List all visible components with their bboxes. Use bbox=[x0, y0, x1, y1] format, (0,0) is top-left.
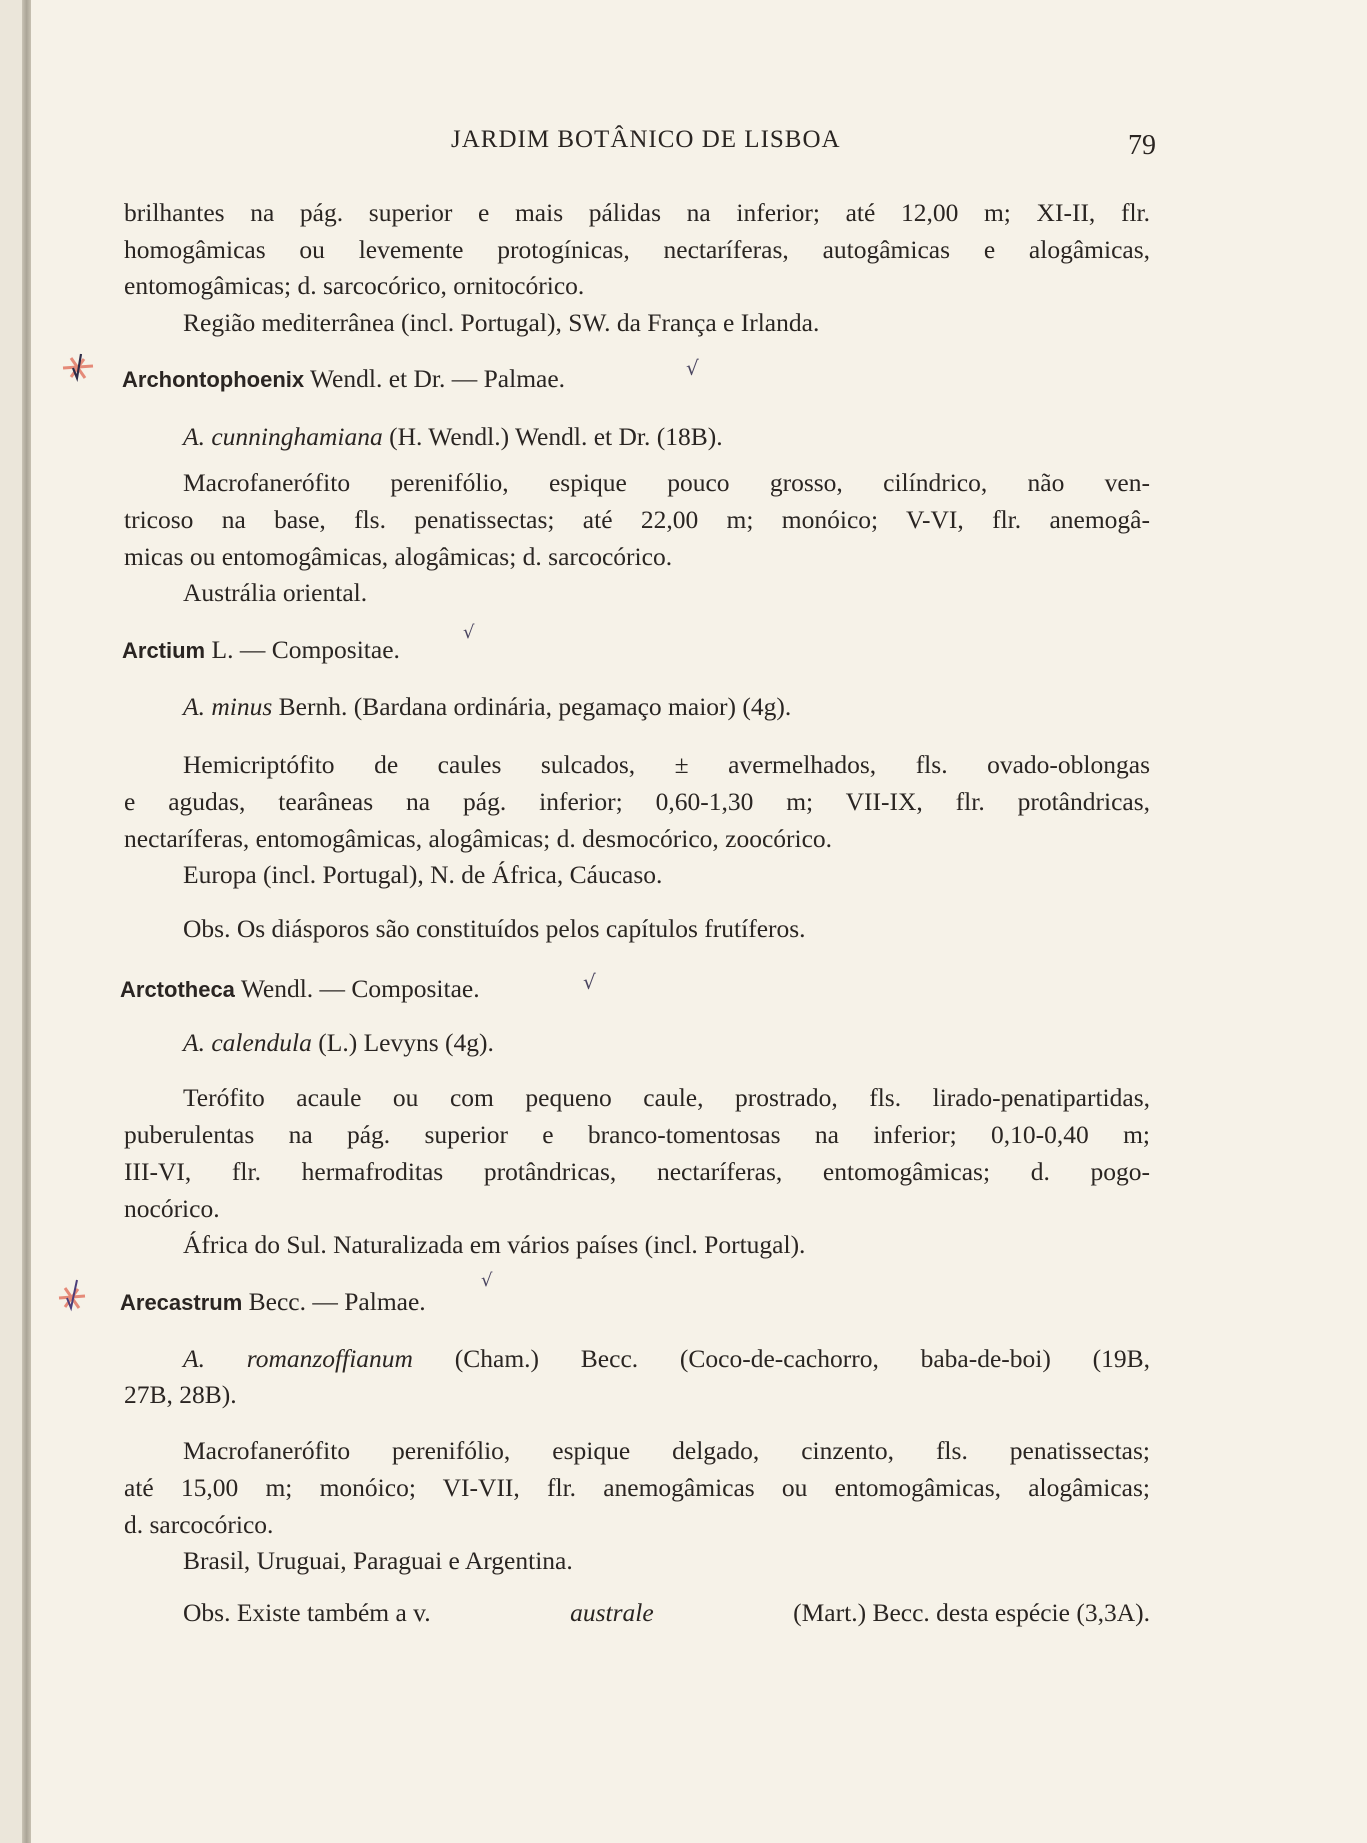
body-line: brilhantes na pág. superior e mais pálidas na inferior; até 12,00 m; XI-II, flr. bbox=[124, 198, 1150, 227]
observation-text: Obs. Os diásporos são constituídos pelos capítulos frutíferos. bbox=[183, 914, 806, 943]
body-line: Macrofanerófito perenifólio, espique delgado, cinzento, fls. penatissectas; bbox=[183, 1436, 1150, 1465]
distribution-text: Região mediterrânea (incl. Portugal), SW. da França e Irlanda. bbox=[183, 308, 820, 337]
body-line: Hemicriptófito de caules sulcados, ± avermelhados, fls. ovado-oblongas bbox=[183, 750, 1150, 779]
genus-heading-archontophoenix bbox=[122, 366, 565, 392]
body-line: d. sarcocórico. bbox=[124, 1510, 274, 1539]
genus-authority: Wendl. et Dr. — Palmae. bbox=[310, 364, 566, 393]
genus-name: Arctotheca bbox=[120, 977, 235, 1002]
distribution-text: Austrália oriental. bbox=[183, 578, 368, 607]
page-number: 79 bbox=[1128, 130, 1156, 161]
distribution-text: Europa (incl. Portugal), N. de África, Cáucaso. bbox=[183, 860, 663, 889]
distribution-text: África do Sul. Naturalizada em vários países (incl. Portugal). bbox=[183, 1230, 806, 1259]
body-line: homogâmicas ou levemente protogínicas, nectaríferas, autogâmicas e alogâmicas, bbox=[124, 235, 1150, 264]
book-page bbox=[31, 0, 1367, 1843]
body-line: tricoso na base, fls. penatissectas; até 22,00 m; monóico; V-VI, flr. anemogâ- bbox=[124, 505, 1150, 534]
species-line bbox=[183, 694, 791, 720]
species-abbrev: A. bbox=[183, 692, 205, 721]
observation-text bbox=[183, 1600, 1150, 1626]
species-line bbox=[183, 1346, 1150, 1372]
body-line: e agudas, tearâneas na pág. inferior; 0,60-1,30 m; VII-IX, flr. protândricas, bbox=[124, 787, 1150, 816]
species-abbrev: A. bbox=[183, 1028, 205, 1057]
body-line: nocórico. bbox=[124, 1194, 220, 1223]
species-epithet: romanzoffianum bbox=[246, 1344, 413, 1373]
red-check-mark-icon bbox=[55, 1278, 89, 1312]
genus-name: Archontophoenix bbox=[122, 367, 305, 392]
species-authority: (L.) Levyns (4g). bbox=[318, 1028, 494, 1057]
ink-check-mark-icon: √ bbox=[463, 622, 475, 643]
species-authority: Bernh. (Bardana ordinária, pegamaço maior) (4g). bbox=[278, 692, 792, 721]
species-line bbox=[183, 424, 723, 450]
species-abbrev: A. bbox=[183, 1344, 205, 1373]
scan-gutter bbox=[0, 0, 22, 1843]
genus-authority: Wendl. — Compositae. bbox=[240, 974, 480, 1003]
body-line: Macrofanerófito perenifólio, espique pouco grosso, cilíndrico, não ven- bbox=[183, 468, 1150, 497]
body-line: nectaríferas, entomogâmicas, alogâmicas; d. desmocórico, zoocórico. bbox=[124, 824, 833, 853]
running-head: JARDIM BOTÂNICO DE LISBOA bbox=[451, 126, 841, 153]
body-line: Terófito acaule ou com pequeno caule, prostrado, fls. lirado-penatipartidas, bbox=[183, 1083, 1150, 1112]
species-epithet: calendula bbox=[211, 1028, 312, 1057]
species-authority: (H. Wendl.) Wendl. et Dr. (18B). bbox=[389, 422, 723, 451]
species-line bbox=[183, 1030, 494, 1056]
ink-check-mark-icon: √ bbox=[583, 970, 596, 994]
species-authority-continued: 27B, 28B). bbox=[124, 1380, 237, 1409]
genus-authority: L. — Compositae. bbox=[211, 635, 400, 664]
species-epithet: minus bbox=[211, 692, 273, 721]
obs-variety: australe bbox=[570, 1598, 654, 1627]
ink-check-mark-icon: √ bbox=[481, 1270, 493, 1291]
obs-prefix: Obs. Existe também a v. bbox=[183, 1598, 431, 1627]
body-line: micas ou entomogâmicas, alogâmicas; d. sarcocórico. bbox=[124, 542, 673, 571]
genus-heading-arecastrum bbox=[120, 1289, 426, 1315]
genus-name: Arctium bbox=[122, 638, 206, 663]
body-line: até 15,00 m; monóico; VI-VII, flr. anemogâmicas ou entomogâmicas, alogâmicas; bbox=[124, 1473, 1150, 1502]
genus-authority: Becc. — Palmae. bbox=[248, 1287, 426, 1316]
species-epithet: cunninghamiana bbox=[211, 422, 383, 451]
ink-check-mark-icon: √ bbox=[686, 356, 699, 380]
obs-suffix: (Mart.) Becc. desta espécie (3,3A). bbox=[793, 1598, 1150, 1627]
body-line: III-VI, flr. hermafroditas protândricas, nectaríferas, entomogâmicas; d. pogo- bbox=[124, 1157, 1150, 1186]
red-check-mark-icon bbox=[61, 350, 95, 384]
genus-heading-arctotheca bbox=[120, 976, 480, 1002]
book-binding-edge bbox=[22, 0, 31, 1843]
body-line: puberulentas na pág. superior e branco-tomentosas na inferior; 0,10-0,40 m; bbox=[124, 1120, 1150, 1149]
distribution-text: Brasil, Uruguai, Paraguai e Argentina. bbox=[183, 1546, 573, 1575]
genus-heading-arctium bbox=[122, 637, 400, 663]
genus-name: Arecastrum bbox=[120, 1290, 243, 1315]
body-line: entomogâmicas; d. sarcocórico, ornitocórico. bbox=[124, 271, 585, 300]
species-authority: (Cham.) Becc. (Coco-de-cachorro, baba-de-boi) (19B, bbox=[454, 1344, 1151, 1373]
species-abbrev: A. bbox=[183, 422, 205, 451]
